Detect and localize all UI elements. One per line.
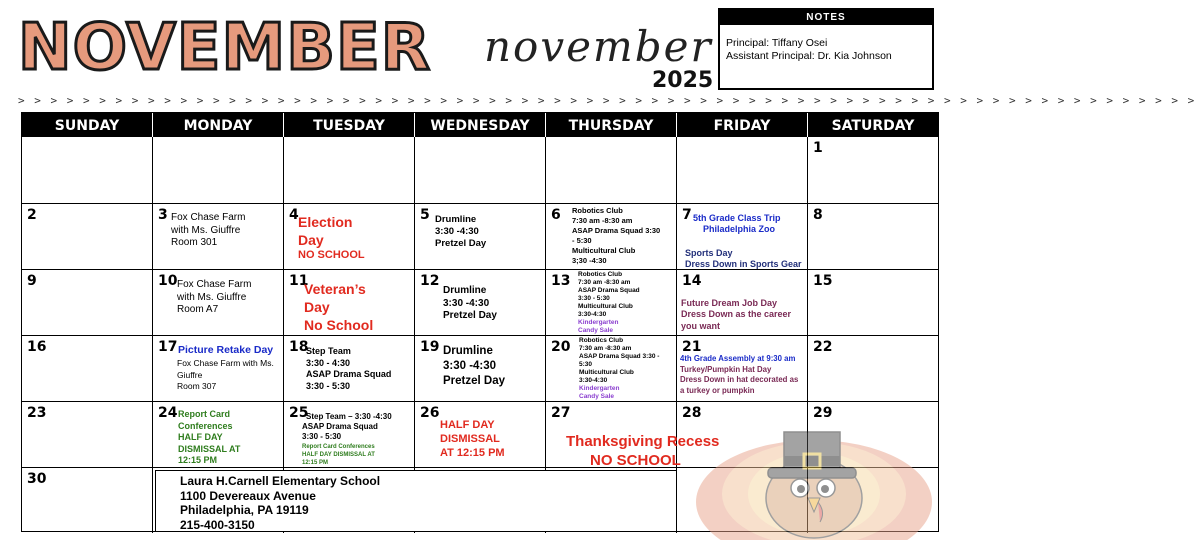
day-cell-24	[153, 402, 284, 467]
arrow-divider: > > > > > > > > > > > > > > > > > > > > > > > > > > > > > > > > > > > > > > > > > > > > > > > > > > > > > > > > > > > > > > > > > > > > > > > > >	[18, 94, 1196, 107]
day-cell-3	[153, 204, 284, 269]
event-report-card-conferences	[302, 443, 375, 467]
day-number: 24	[158, 405, 178, 421]
day-cell-19	[415, 336, 546, 401]
day-number: 3	[158, 207, 168, 223]
event-field-trip	[171, 212, 245, 250]
event-line: Drumline	[443, 345, 493, 357]
turkey-pilgrim-hat-icon	[696, 402, 940, 532]
event-line: Step Team – 3:30 -4:30	[306, 412, 392, 421]
day-number: 17	[158, 339, 178, 355]
event-step-team	[306, 412, 392, 422]
event-line: Robotics Club	[578, 271, 623, 278]
week-row	[22, 137, 938, 203]
event-line: Giuffre	[177, 369, 203, 380]
event-line: ASAP Drama Squad 3:30 -	[579, 353, 660, 360]
assistant-principal-line: Assistant Principal: Dr. Kia Johnson	[726, 50, 892, 62]
day-cell-16	[22, 336, 153, 401]
event-line: Candy Sale	[579, 393, 615, 400]
event-line: ASAP Drama Squad	[578, 287, 640, 294]
event-line: you want	[681, 320, 721, 331]
school-city: Philadelphia, PA 19119	[180, 503, 309, 517]
thanksgiving-recess	[566, 432, 719, 470]
event-line: HALF DAY DISMISSAL AT	[302, 452, 375, 458]
weekday-wednesday: WEDNESDAY	[415, 113, 546, 137]
event-line: 7:30 am -8:30 am	[579, 345, 632, 352]
day-cell-25	[284, 402, 415, 467]
day-number: 5	[420, 207, 430, 223]
day-cell-6	[546, 204, 677, 269]
weekday-header	[22, 113, 938, 137]
event-drama-squad	[302, 422, 378, 442]
event-class-trip	[693, 213, 781, 236]
day-cell-17	[153, 336, 284, 401]
event-line: Day	[298, 231, 324, 248]
event-line: 3;30 -4:30	[572, 256, 607, 265]
event-line: Turkey/Pumpkin Hat Day	[680, 364, 772, 374]
day-number: 20	[551, 339, 571, 355]
day-number: 7	[682, 207, 692, 223]
event-line: 3:30 -4:30	[443, 297, 490, 309]
event-line: 3:30 -4:30	[435, 225, 479, 237]
day-cell-empty	[677, 137, 808, 203]
day-number: 2	[27, 207, 37, 223]
day-cell-8	[808, 204, 938, 269]
event-clubs	[578, 271, 640, 335]
day-number: 12	[420, 273, 440, 289]
event-step-team	[306, 346, 391, 392]
event-dream-job-day	[681, 298, 791, 332]
month-script-title: november	[484, 22, 713, 71]
event-line: Room 301	[171, 237, 218, 248]
event-line: 4th Grade Assembly at 9:30 am	[680, 354, 796, 363]
day-cell-22	[808, 336, 938, 401]
event-line: Pretzel Day	[443, 310, 497, 321]
event-line: Future Dream Job Day	[681, 298, 778, 308]
event-line: Philadelphia Zoo	[703, 224, 776, 235]
event-line: Robotics Club	[579, 337, 624, 344]
day-cell-26	[415, 402, 546, 467]
month-title: NOVEMBER	[18, 11, 431, 85]
day-number: 16	[27, 339, 47, 355]
event-half-day	[440, 418, 505, 460]
day-number: 27	[551, 405, 571, 421]
day-number: 30	[27, 471, 47, 487]
event-line: Room 307	[177, 381, 217, 391]
event-line: 3:30 -4:30	[443, 360, 497, 372]
day-number: 26	[420, 405, 440, 421]
day-number: 4	[289, 207, 299, 223]
event-line: Kindergarten	[579, 385, 620, 392]
event-hat-day	[680, 354, 798, 396]
event-clubs	[572, 206, 660, 266]
event-line: 5:30	[579, 361, 593, 368]
event-line: Sports Day	[685, 248, 733, 258]
day-number: 18	[289, 339, 309, 355]
day-cell-empty	[415, 137, 546, 203]
day-cell-30	[22, 468, 153, 533]
day-cell-15	[808, 270, 938, 335]
day-number: 21	[682, 339, 702, 355]
event-line: AT 12:15 PM	[440, 447, 505, 459]
event-line: 3:30-4:30	[578, 311, 607, 318]
day-number: 15	[813, 273, 833, 289]
weekday-monday: MONDAY	[153, 113, 284, 137]
event-line: 12:15 PM	[178, 455, 218, 465]
event-picture-retake	[178, 344, 273, 357]
weekday-thursday: THURSDAY	[546, 113, 677, 137]
event-line: Drumline	[443, 285, 487, 296]
day-number: 28	[682, 405, 702, 421]
school-phone: 215-400-3150	[180, 517, 255, 532]
event-line: 3:30 - 5:30	[306, 380, 351, 391]
day-cell-10	[153, 270, 284, 335]
day-cell-11	[284, 270, 415, 335]
event-line: 5th Grade Class Trip	[693, 213, 781, 223]
event-line: Election	[298, 214, 353, 230]
school-address-box	[155, 470, 677, 532]
event-line: Fox Chase Farm	[171, 212, 246, 223]
event-line: ASAP Drama Squad	[302, 422, 378, 431]
event-line: Multicultural Club	[578, 303, 633, 310]
event-line: DISMISSAL AT	[178, 443, 241, 454]
event-line: Fox Chase Farm with Ms.	[177, 358, 274, 368]
event-line: with Ms. Giuffre	[171, 224, 241, 236]
event-line: Report Card	[178, 409, 231, 419]
event-drumline	[435, 214, 486, 250]
event-line: 12:15 PM	[302, 460, 329, 466]
day-cell-empty	[153, 137, 284, 203]
event-line: Multicultural Club	[579, 369, 634, 376]
event-line: Kindergarten	[578, 319, 619, 326]
day-number: 14	[682, 273, 702, 289]
day-cell-12	[415, 270, 546, 335]
day-cell-empty	[22, 137, 153, 203]
event-line: No School	[304, 317, 374, 333]
event-line: ASAP Drama Squad 3:30	[572, 226, 661, 235]
weekday-saturday: SATURDAY	[831, 118, 915, 134]
day-cell-empty	[546, 137, 677, 203]
notes-title: NOTES	[720, 10, 932, 25]
event-field-trip	[177, 279, 251, 317]
event-line: HALF DAY	[440, 419, 495, 431]
day-cell-5	[415, 204, 546, 269]
weekday-friday: FRIDAY	[677, 113, 808, 137]
event-line: Dress Down in Sports Gear	[685, 259, 802, 270]
event-line: Multicultural Club	[572, 246, 636, 255]
event-line: a turkey or pumpkin	[680, 385, 755, 395]
day-number: 10	[158, 273, 178, 289]
event-line: - 5:30	[572, 236, 592, 245]
event-line: Fox Chase Farm	[177, 279, 252, 290]
notes-box	[718, 8, 934, 90]
event-line: 3:30 - 5:30	[302, 432, 342, 441]
day-cell-7	[677, 204, 808, 269]
event-line: with Ms. Giuffre	[177, 291, 247, 303]
event-line: Robotics Club	[572, 206, 623, 215]
event-line: Pretzel Day	[443, 375, 506, 387]
weekday-tuesday: TUESDAY	[284, 113, 415, 137]
event-line: Candy Sale	[578, 327, 614, 334]
event-line: Drumline	[435, 214, 477, 225]
event-line: Dress Down as the career	[681, 309, 792, 320]
event-line: 3:30 - 4:30	[306, 357, 351, 368]
day-cell-20	[546, 336, 677, 401]
event-line: 3:30 - 5:30	[578, 295, 610, 302]
event-clubs	[579, 337, 659, 401]
event-field-trip	[177, 358, 274, 393]
event-line: 3:30-4:30	[579, 377, 608, 384]
day-number: 9	[27, 273, 37, 289]
day-number: 25	[289, 405, 309, 421]
notes-body	[720, 25, 932, 63]
day-cell-empty	[284, 137, 415, 203]
day-cell-13	[546, 270, 677, 335]
day-cell-14	[677, 270, 808, 335]
event-veterans-day	[304, 280, 373, 334]
event-line: Dress Down in hat decorated as	[680, 375, 799, 384]
school-street: 1100 Devereaux Avenue	[180, 488, 316, 503]
event-election-day	[298, 214, 365, 263]
event-line: ASAP Drama Squad	[306, 369, 392, 379]
day-number: 22	[813, 339, 833, 355]
event-drumline	[443, 344, 505, 389]
day-number: 29	[813, 405, 833, 421]
day-number: 13	[551, 273, 571, 289]
day-cell-21	[677, 336, 808, 401]
event-report-card-conferences	[178, 409, 240, 467]
event-line: 7:30 am -8:30 am	[572, 216, 633, 225]
event-line: HALF DAY	[178, 432, 223, 442]
school-name: Laura H.Carnell Elementary School	[180, 474, 381, 488]
day-cell-2	[22, 204, 153, 269]
event-line: Picture Retake Day	[178, 344, 274, 356]
day-number: 1	[813, 140, 823, 156]
week-row	[22, 335, 938, 401]
day-number: 11	[289, 273, 309, 289]
weekday-sunday: SUNDAY	[22, 113, 153, 137]
day-number: 23	[27, 405, 47, 421]
week-row	[22, 269, 938, 335]
event-drumline	[443, 285, 497, 323]
event-line: Conferences	[178, 420, 233, 431]
recess-subtitle: NO SCHOOL	[590, 452, 681, 469]
event-line: 7:30 am -8:30 am	[578, 279, 631, 286]
event-line: Room A7	[177, 304, 219, 315]
day-cell-4	[284, 204, 415, 269]
event-line: Step Team	[306, 346, 351, 356]
event-line: Pretzel Day	[435, 237, 487, 249]
event-line: DISMISSAL	[440, 433, 500, 445]
day-number: 6	[551, 207, 561, 223]
recess-title: Thanksgiving Recess	[566, 433, 720, 450]
day-cell-23	[22, 402, 153, 467]
year-label: 2025	[652, 68, 714, 93]
day-cell-18	[284, 336, 415, 401]
event-line: Report Card Conferences	[302, 444, 375, 450]
event-sports-day	[685, 248, 802, 271]
principal-line: Principal: Tiffany Osei	[726, 37, 828, 49]
day-number: 8	[813, 207, 823, 223]
day-number: 19	[420, 339, 440, 355]
week-row	[22, 203, 938, 269]
day-cell-1	[808, 137, 938, 203]
event-line: Veteran’s	[304, 281, 366, 297]
event-line: Day	[304, 299, 330, 315]
event-line: NO SCHOOL	[298, 249, 365, 261]
day-cell-9	[22, 270, 153, 335]
